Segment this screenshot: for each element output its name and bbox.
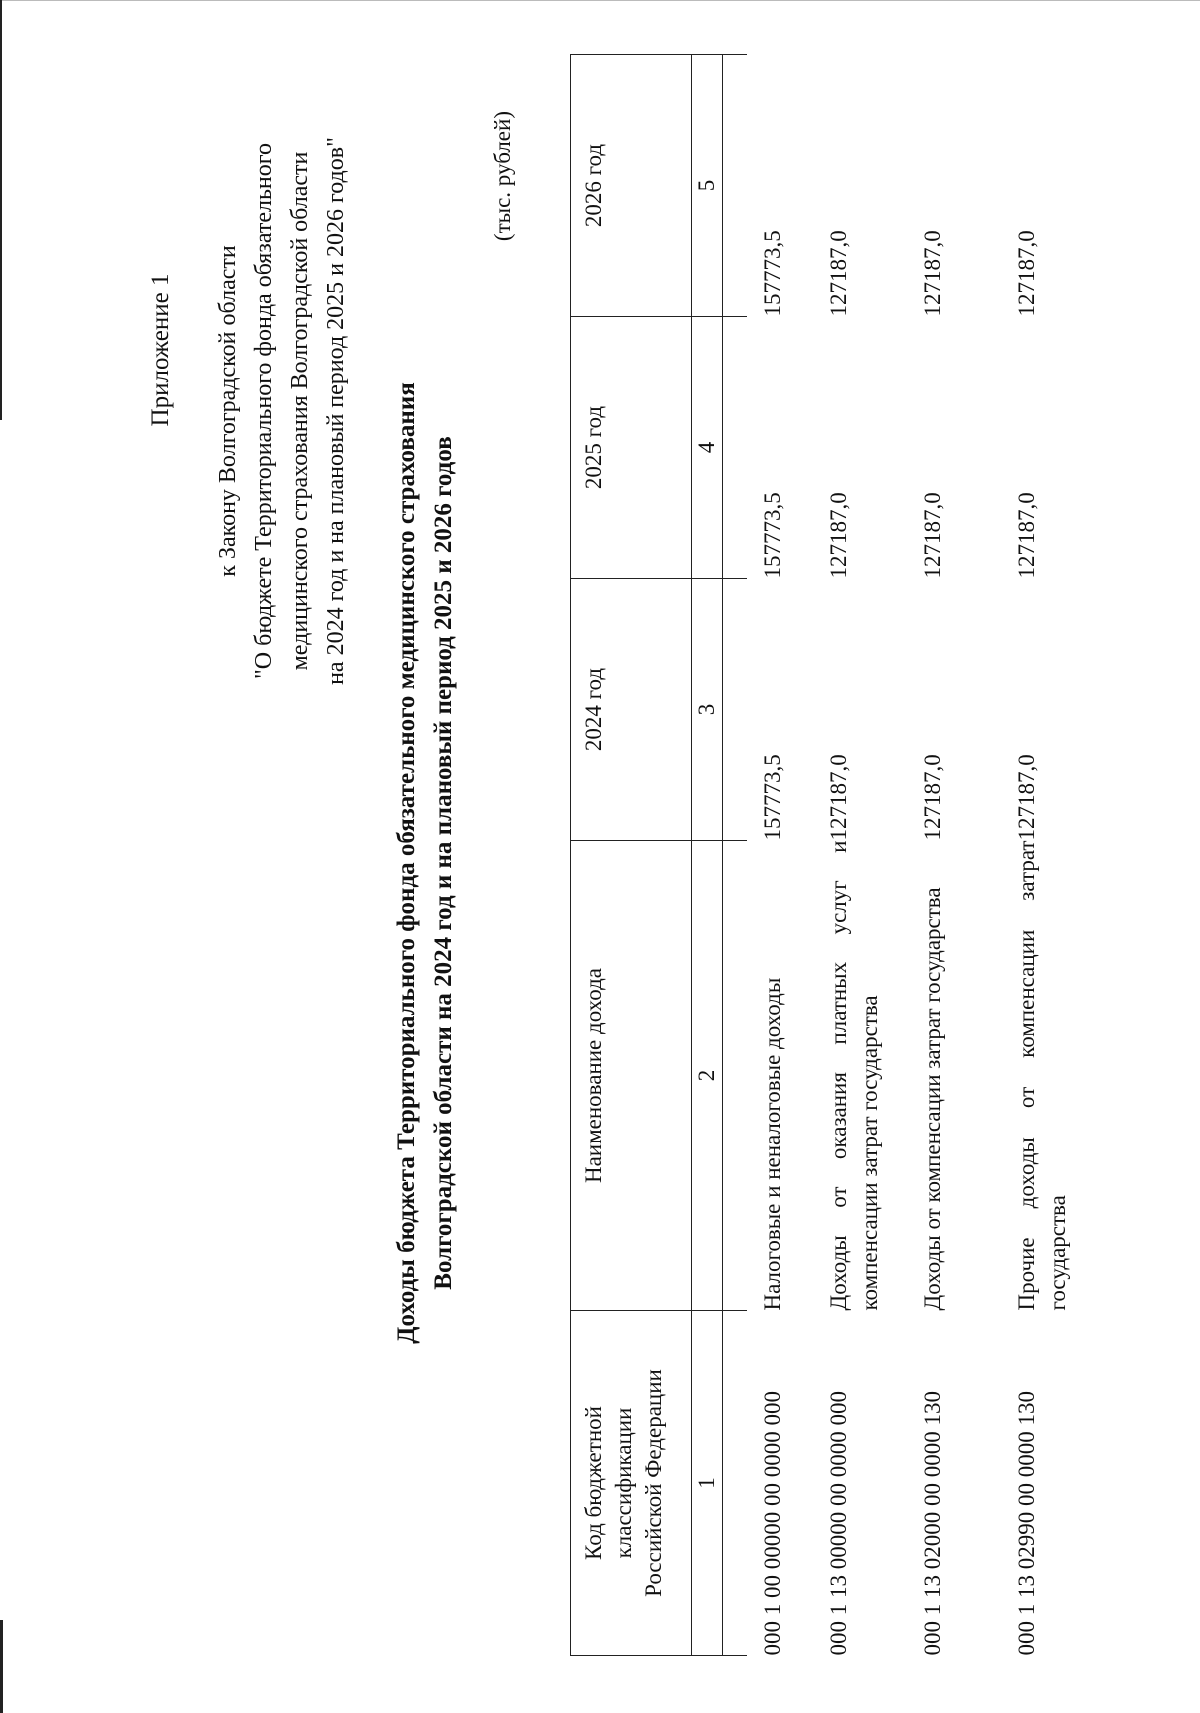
law-reference-line: к Закону Волгоградской области <box>215 245 241 577</box>
row-code: 000 1 00 00000 00 0000 000 <box>760 1391 785 1656</box>
law-reference-line: медицинского страхования Волгоградской области <box>287 151 313 671</box>
row-name: Доходы от оказания платных услуг и компенсации затрат государства <box>826 840 882 1311</box>
row-value-2024: 157773,5 <box>760 754 785 841</box>
row-code: 000 1 13 00000 00 0000 000 <box>826 1391 851 1656</box>
row-name: Налоговые и неналоговые доходы <box>760 977 785 1311</box>
column-number: 2 <box>692 841 723 1311</box>
row-value-2025: 127187,0 <box>1014 492 1039 579</box>
row-value-2024: 127187,0 <box>1014 754 1039 841</box>
row-value-2026: 127187,0 <box>920 230 945 317</box>
column-number: 3 <box>692 579 723 841</box>
law-reference-line: "О бюджете Территориального фонда обязательного <box>251 142 277 680</box>
row-value-2026: 127187,0 <box>1014 230 1039 317</box>
income-table <box>570 54 1095 1656</box>
law-reference-line: на 2024 год и на плановый период 2025 и 2026 годов" <box>323 137 349 685</box>
row-value-2026: 157773,5 <box>760 230 785 317</box>
row-value-2024: 127187,0 <box>920 754 945 841</box>
row-name: Доходы от компенсации затрат государства <box>920 887 945 1311</box>
document-title-line: Доходы бюджета Территориального фонда обязательного медицинского страхования <box>393 382 420 1344</box>
column-number: 1 <box>692 1311 723 1656</box>
row-name: Прочие доходы от компенсации затрат государства <box>1014 840 1070 1311</box>
table-row <box>747 55 813 1656</box>
appendix-title: Приложение 1 <box>147 273 174 427</box>
row-value-2026: 127187,0 <box>826 230 851 317</box>
column-number: 5 <box>692 55 723 317</box>
row-value-2025: 157773,5 <box>760 492 785 579</box>
header-code: Код бюджетной классификации Российской Федерации <box>571 1311 692 1656</box>
table-row <box>907 55 1001 1656</box>
column-number-row <box>692 55 723 1656</box>
table-continuation-header <box>723 55 748 1656</box>
row-value-2025: 127187,0 <box>826 492 851 579</box>
document-title <box>388 313 462 1413</box>
row-code: 000 1 13 02000 00 0000 130 <box>920 1391 945 1656</box>
header-2025: 2025 год <box>571 317 692 579</box>
row-code: 000 1 13 02990 00 0000 130 <box>1014 1391 1039 1656</box>
units-note: (тыс. рублей) <box>490 111 515 242</box>
table-header-row <box>571 55 692 1656</box>
header-2026: 2026 год <box>571 55 692 317</box>
row-value-2024: 127187,0 <box>826 754 851 841</box>
table-row <box>813 55 907 1656</box>
document-title-line: Волгоградской области на 2024 год и на плановый период 2025 и 2026 годов <box>430 436 457 1290</box>
column-number: 4 <box>692 317 723 579</box>
law-reference <box>210 61 354 761</box>
row-value-2025: 127187,0 <box>920 492 945 579</box>
header-name: Наименование дохода <box>571 841 692 1311</box>
table-row <box>1001 55 1095 1656</box>
header-2024: 2024 год <box>571 579 692 841</box>
